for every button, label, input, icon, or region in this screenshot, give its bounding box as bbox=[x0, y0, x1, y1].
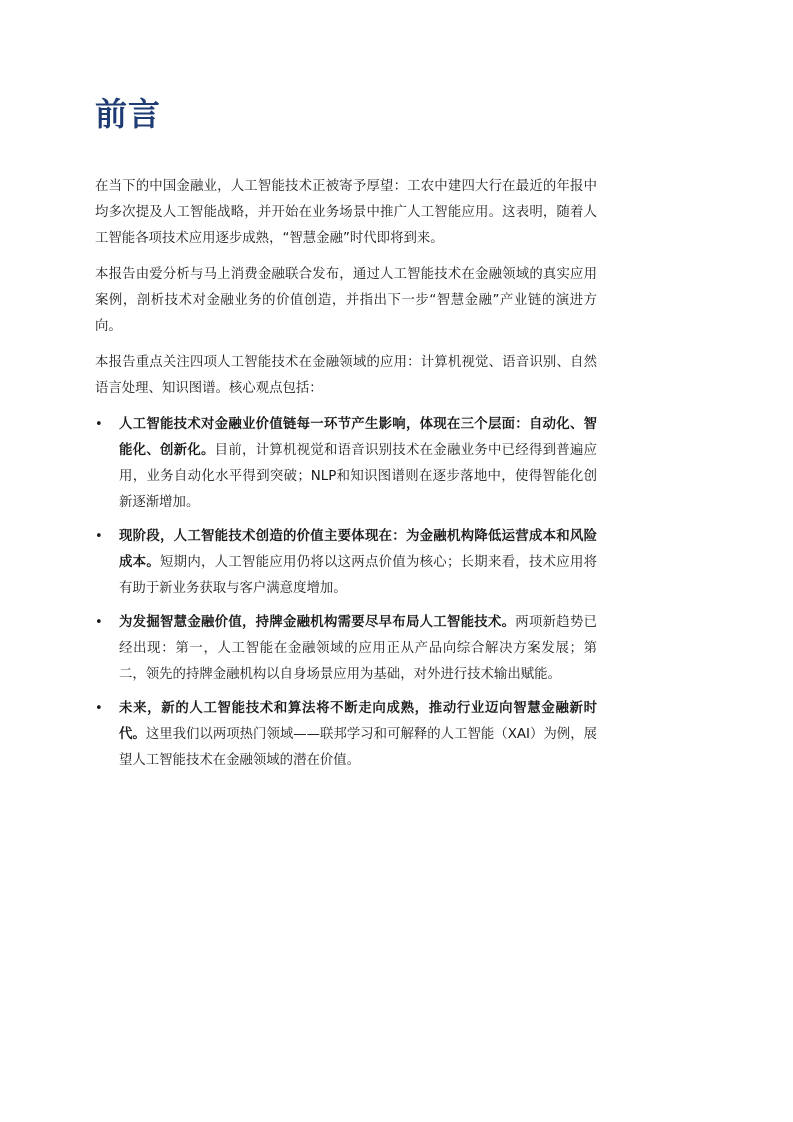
list-item bbox=[95, 524, 597, 602]
bullet-icon: • bbox=[95, 417, 103, 432]
intro-paragraph: 在当下的中国金融业，人工智能技术正被寄予厚望：工农中建四大行在最近的年报中均多次提及人工智能战略，并开始在业务场景中推广人工智能应用。这表明，随着人工智能各项技术应用逐步成熟，“智慧金融”时代即将到来。 bbox=[95, 179, 597, 246]
page-title: 前言 bbox=[95, 95, 162, 133]
bullet-text: 目前，计算机视觉和语音识别技术在金融业务中已经得到普遍应用，业务自动化水平得到突破；NLP和知识图谱则在逐步落地中，使得智能化创新逐渐增加。 bbox=[119, 443, 597, 510]
bullet-icon: • bbox=[95, 615, 103, 630]
key-points-list bbox=[95, 412, 597, 774]
focus-paragraph: 本报告重点关注四项人工智能技术在金融领域的应用：计算机视觉、语音识别、自然语言处理、知识图谱。核心观点包括： bbox=[95, 355, 597, 396]
list-item bbox=[95, 412, 597, 516]
list-item bbox=[95, 696, 597, 774]
bullet-bold-text: 未来，新的人工智能技术和算法将不断走向成熟，推动行业迈向智慧金融新时代。 bbox=[119, 701, 597, 742]
bullet-text: 短期内，人工智能应用仍将以这两点价值为核心；长期来看，技术应用将有助于新业务获取与客户满意度增加。 bbox=[119, 555, 598, 596]
bullet-bold-text: 现阶段，人工智能技术创造的价值主要体现在：为金融机构降低运营成本和风险成本。 bbox=[119, 529, 597, 570]
bullet-text: 这里我们以两项热门领域——联邦学习和可解释的人工智能（XAI）为例，展望人工智能技术在金融领域的潜在价值。 bbox=[119, 727, 598, 768]
body-content bbox=[95, 174, 597, 782]
bullet-text: 两项新趋势已经出现：第一，人工智能在金融领域的应用正从产品向综合解决方案发展；第二，领先的持牌金融机构以自身场景应用为基础，对外进行技术输出赋能。 bbox=[119, 615, 598, 682]
bullet-icon: • bbox=[95, 529, 103, 544]
list-item bbox=[95, 610, 597, 688]
bullet-bold-text: 为发掘智慧金融价值，持牌金融机构需要尽早布局人工智能技术。 bbox=[119, 615, 516, 630]
bullet-bold-text: 人工智能技术对金融业价值链每一环节产生影响，体现在三个层面：自动化、智能化、创新化。 bbox=[119, 417, 597, 458]
bullet-icon: • bbox=[95, 701, 103, 716]
report-source-paragraph: 本报告由爱分析与马上消费金融联合发布，通过人工智能技术在金融领域的真实应用案例，剖析技术对金融业务的价值创造，并指出下一步“智慧金融”产业链的演进方向。 bbox=[95, 267, 597, 334]
